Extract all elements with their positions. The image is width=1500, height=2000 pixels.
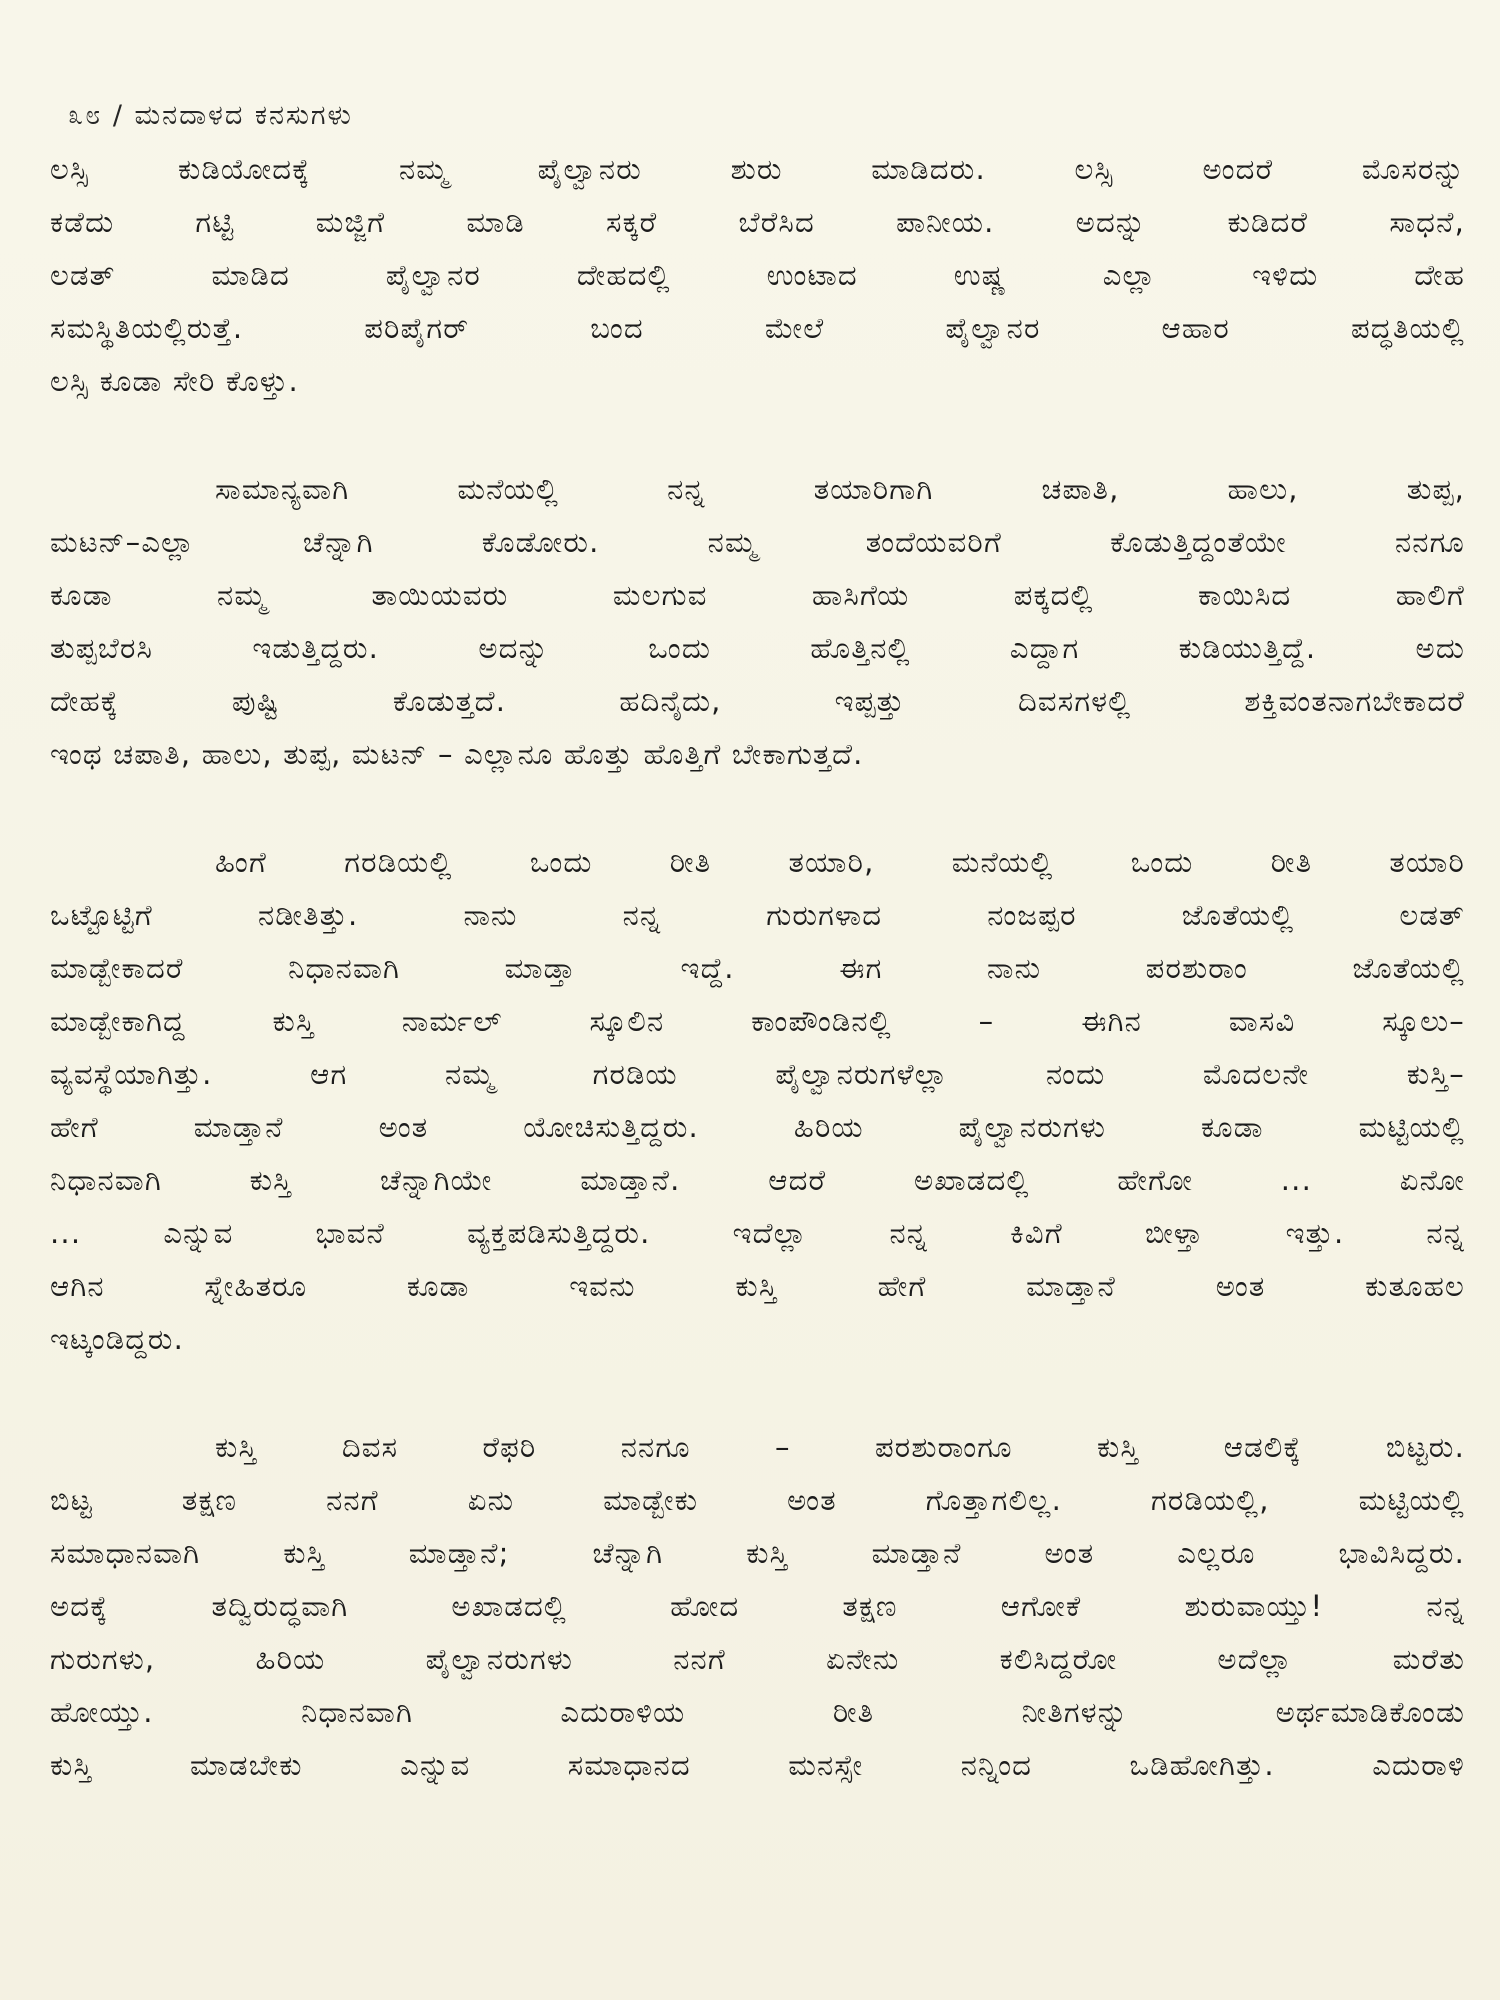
text-line: ನಿಧಾನವಾಗಿ ಕುಸ್ತಿ ಚೆನ್ನಾಗಿಯೇ ಮಾಡ್ತಾನೆ. ಆದರೆ ಅಖಾಡದಲ್ಲಿ ಹೇಗೋ ... ಏನೋ (50, 1163, 1465, 1197)
text-line: ತುಪ್ಪಬೆರಸಿ ಇಡುತ್ತಿದ್ದರು. ಅದನ್ನು ಒಂದು ಹೊತ್ತಿನಲ್ಲಿ ಎದ್ದಾಗ ಕುಡಿಯುತ್ತಿದ್ದೆ. ಅದು (50, 631, 1465, 665)
text-line: ಹೇಗೆ ಮಾಡ್ತಾನೆ ಅಂತ ಯೋಚಿಸುತ್ತಿದ್ದರು. ಹಿರಿಯ ಪೈಲ್ವಾನರುಗಳು ಕೂಡಾ ಮಟ್ಟಿಯಲ್ಲಿ (50, 1110, 1465, 1144)
text-line: ಬಿಟ್ಟ ತಕ್ಷಣ ನನಗೆ ಏನು ಮಾಡ್ಬೇಕು ಅಂತ ಗೊತ್ತಾಗಲಿಲ್ಲ. ಗರಡಿಯಲ್ಲಿ, ಮಟ್ಟಿಯಲ್ಲಿ (50, 1483, 1465, 1517)
text-line: ಒಟ್ಟೊಟ್ಟಿಗೆ ನಡೀತಿತ್ತು. ನಾನು ನನ್ನ ಗುರುಗಳಾದ ನಂಜಪ್ಪರ ಜೊತೆಯಲ್ಲಿ ಲಡತ್ (50, 898, 1465, 932)
text-line: ಕುಸ್ತಿ ಮಾಡಬೇಕು ಎನ್ನುವ ಸಮಾಧಾನದ ಮನಸ್ಸೇ ನನ್ನಿಂದ ಒಡಿಹೋಗಿತ್ತು. ಎದುರಾಳಿ (50, 1748, 1465, 1782)
text-line: ಗುರುಗಳು, ಹಿರಿಯ ಪೈಲ್ವಾನರುಗಳು ನನಗೆ ಏನೇನು ಕಲಿಸಿದ್ದರೋ ಅದೆಲ್ಲಾ ಮರೆತು (50, 1642, 1465, 1676)
text-line: ಸಮಾಧಾನವಾಗಿ ಕುಸ್ತಿ ಮಾಡ್ತಾನೆ; ಚೆನ್ನಾಗಿ ಕುಸ್ತಿ ಮಾಡ್ತಾನೆ ಅಂತ ಎಲ್ಲರೂ ಭಾವಿಸಿದ್ದರು. (50, 1536, 1465, 1570)
text-line: ಕೂಡಾ ನಮ್ಮ ತಾಯಿಯವರು ಮಲಗುವ ಹಾಸಿಗೆಯ ಪಕ್ಕದಲ್ಲಿ ಕಾಯಿಸಿದ ಹಾಲಿಗೆ (50, 578, 1465, 612)
text-line: ಮಾಡ್ಬೇಕಾಗಿದ್ದ ಕುಸ್ತಿ ನಾರ್ಮಲ್ ಸ್ಕೂಲಿನ ಕಾಂಪೌಂಡಿನಲ್ಲಿ – ಈಗಿನ ವಾಸವಿ ಸ್ಕೂಲು– (50, 1004, 1465, 1038)
text-line: ಹಿಂಗೆ ಗರಡಿಯಲ್ಲಿ ಒಂದು ರೀತಿ ತಯಾರಿ, ಮನೆಯಲ್ಲಿ ಒಂದು ರೀತಿ ತಯಾರಿ (215, 845, 1465, 879)
paragraph (50, 463, 1465, 781)
paragraph (50, 143, 1465, 408)
text-line: ಕಡೆದು ಗಟ್ಟಿ ಮಜ್ಜಿಗೆ ಮಾಡಿ ಸಕ್ಕರೆ ಬೆರೆಸಿದ ಪಾನೀಯ. ಅದನ್ನು ಕುಡಿದರೆ ಸಾಧನೆ, (50, 205, 1465, 239)
text-line: ಲಸ್ಸಿ ಕುಡಿಯೋದಕ್ಕೆ ನಮ್ಮ ಪೈಲ್ವಾನರು ಶುರು ಮಾಡಿದರು. ಲಸ್ಸಿ ಅಂದರೆ ಮೊಸರನ್ನು (50, 152, 1465, 186)
body-text (50, 143, 1465, 1847)
text-line: ಸಮಸ್ಥಿತಿಯಲ್ಲಿರುತ್ತೆ. ಪರಿಪೈಗರ್ ಬಂದ ಮೇಲೆ ಪೈಲ್ವಾನರ ಆಹಾರ ಪದ್ಧತಿಯಲ್ಲಿ (50, 311, 1465, 345)
text-line: ಕುಸ್ತಿ ದಿವಸ ರೆಫರಿ ನನಗೂ – ಪರಶುರಾಂಗೂ ಕುಸ್ತಿ ಆಡಲಿಕ್ಕೆ ಬಿಟ್ಟರು. (215, 1430, 1465, 1464)
text-line: ಇಟ್ಕಂಡಿದ್ದರು. (50, 1322, 185, 1356)
text-line: ವ್ಯವಸ್ಥೆಯಾಗಿತ್ತು. ಆಗ ನಮ್ಮ ಗರಡಿಯ ಪೈಲ್ವಾನರುಗಳೆಲ್ಲಾ ನಂದು ಮೊದಲನೇ ಕುಸ್ತಿ– (50, 1057, 1465, 1091)
text-line: ಲಸ್ಸಿ ಕೂಡಾ ಸೇರಿ ಕೊಳ್ತು. (50, 364, 299, 398)
text-line: ಹೋಯ್ತು. ನಿಧಾನವಾಗಿ ಎದುರಾಳಿಯ ರೀತಿ ನೀತಿಗಳನ್ನು ಅರ್ಥಮಾಡಿಕೊಂಡು (50, 1695, 1465, 1729)
paragraph (50, 836, 1465, 1366)
paragraph (50, 1421, 1465, 1792)
text-line: ಅದಕ್ಕೆ ತದ್ವಿರುದ್ಧವಾಗಿ ಅಖಾಡದಲ್ಲಿ ಹೋದ ತಕ್ಷಣ ಆಗೋಕೆ ಶುರುವಾಯ್ತು! ನನ್ನ (50, 1589, 1465, 1623)
text-line: ... ಎನ್ನುವ ಭಾವನೆ ವ್ಯಕ್ತಪಡಿಸುತ್ತಿದ್ದರು. ಇದೆಲ್ಲಾ ನನ್ನ ಕಿವಿಗೆ ಬೀಳ್ತಾ ಇತ್ತು. ನನ್ನ (50, 1216, 1465, 1250)
text-line: ಲಡತ್ ಮಾಡಿದ ಪೈಲ್ವಾನರ ದೇಹದಲ್ಲಿ ಉಂಟಾದ ಉಷ್ಣ ಎಲ್ಲಾ ಇಳಿದು ದೇಹ (50, 258, 1465, 292)
text-line: ಮಟನ್‌–ಎಲ್ಲಾ ಚೆನ್ನಾಗಿ ಕೊಡೋರು. ನಮ್ಮ ತಂದೆಯವರಿಗೆ ಕೊಡುತ್ತಿದ್ದಂತೆಯೇ ನನಗೂ (50, 525, 1465, 559)
running-header: ೩೮ / ಮನದಾಳದ ಕನಸುಗಳು (68, 100, 353, 131)
text-line: ಇಂಥ ಚಪಾತಿ, ಹಾಲು, ತುಪ್ಪ, ಮಟನ್ – ಎಲ್ಲಾನೂ ಹೊತ್ತು ಹೊತ್ತಿಗೆ ಬೇಕಾಗುತ್ತದೆ. (50, 737, 864, 771)
text-line: ಆಗಿನ ಸ್ನೇಹಿತರೂ ಕೂಡಾ ಇವನು ಕುಸ್ತಿ ಹೇಗೆ ಮಾಡ್ತಾನೆ ಅಂತ ಕುತೂಹಲ (50, 1269, 1465, 1303)
text-line: ಸಾಮಾನ್ಯವಾಗಿ ಮನೆಯಲ್ಲಿ ನನ್ನ ತಯಾರಿಗಾಗಿ ಚಪಾತಿ, ಹಾಲು, ತುಪ್ಪ, (215, 472, 1465, 506)
text-line: ಮಾಡ್ಬೇಕಾದರೆ ನಿಧಾನವಾಗಿ ಮಾಡ್ತಾ ಇದ್ದೆ. ಈಗ ನಾನು ಪರಶುರಾಂ ಜೊತೆಯಲ್ಲಿ (50, 951, 1465, 985)
text-line: ದೇಹಕ್ಕೆ ಪುಷ್ಟಿ ಕೊಡುತ್ತದೆ. ಹದಿನೈದು, ಇಪ್ಪತ್ತು ದಿವಸಗಳಲ್ಲಿ ಶಕ್ತಿವಂತನಾಗಬೇಕಾದರೆ (50, 684, 1465, 718)
